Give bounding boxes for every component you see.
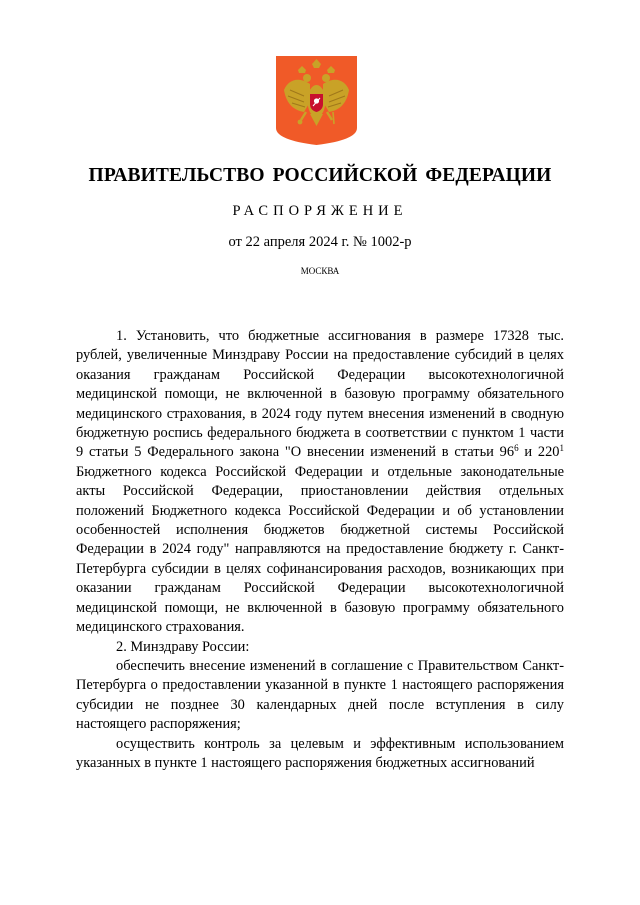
document-city: МОСКВА: [300, 266, 340, 276]
paragraph-4: осуществить контроль за целевым и эффективным использованием указанных в пункте 1 настоящего распоряжения бюджетных ассигнований: [76, 735, 564, 771]
document-date-number: от 22 апреля 2024 г. № 1002-р: [228, 234, 412, 250]
document-body: [76, 327, 564, 773]
paragraph-1: 1. Установить, что бюджетные ассигнования в размере 17328 тыс. рублей, увеличенные Минздраву России на предоставление субсидий в целях оказания гражданам Российской Федерации высокотехнологичной медицинской помощи, не включенной в базовую программу обязательного медицинского страхования, в 2024 году путем внесения изменений в сводную бюджетную роспись федерального бюджета в соответствии с пунктом 1 части 9 статьи 5 Федерального закона "О внесении изменений в статьи $96^6$ и $220^1$ Бюджетного кодекса Российской Федерации и отдельные законодательные акты Российской Федерации, приостановлении действия отдельных положений Бюджетного кодекса Российской Федерации и об установлении особенностей исполнения бюджетов бюджетной системы Российской Федерации в 2024 году" направляются на предоставление бюджету г. Санкт-Петербурга субсидии в целях софинансирования расходов, возникающих при оказании гражданам Российской Федерации высокотехнологичной медицинской помощи, не включенной в базовую программу обязательного медицинского страхования.: [76, 328, 564, 636]
coat-of-arms-icon: [276, 56, 357, 145]
superscript-6: 6: [514, 443, 519, 454]
paragraph-3: обеспечить внесение изменений в соглашение с Правительством Санкт-Петербурга о предоставлении указанной в пункте 1 настоящего распоряжения субсидии не позднее 30 календарных дней после вступления в силу настоящего распоряжения;: [76, 657, 564, 733]
government-title: ПРАВИТЕЛЬСТВО РОССИЙСКОЙ ФЕДЕРАЦИИ: [88, 165, 552, 186]
document-type: РАСПОРЯЖЕНИЕ: [232, 203, 408, 219]
superscript-1: 1: [559, 443, 564, 454]
paragraph-2: 2. Минздраву России:: [116, 638, 250, 655]
